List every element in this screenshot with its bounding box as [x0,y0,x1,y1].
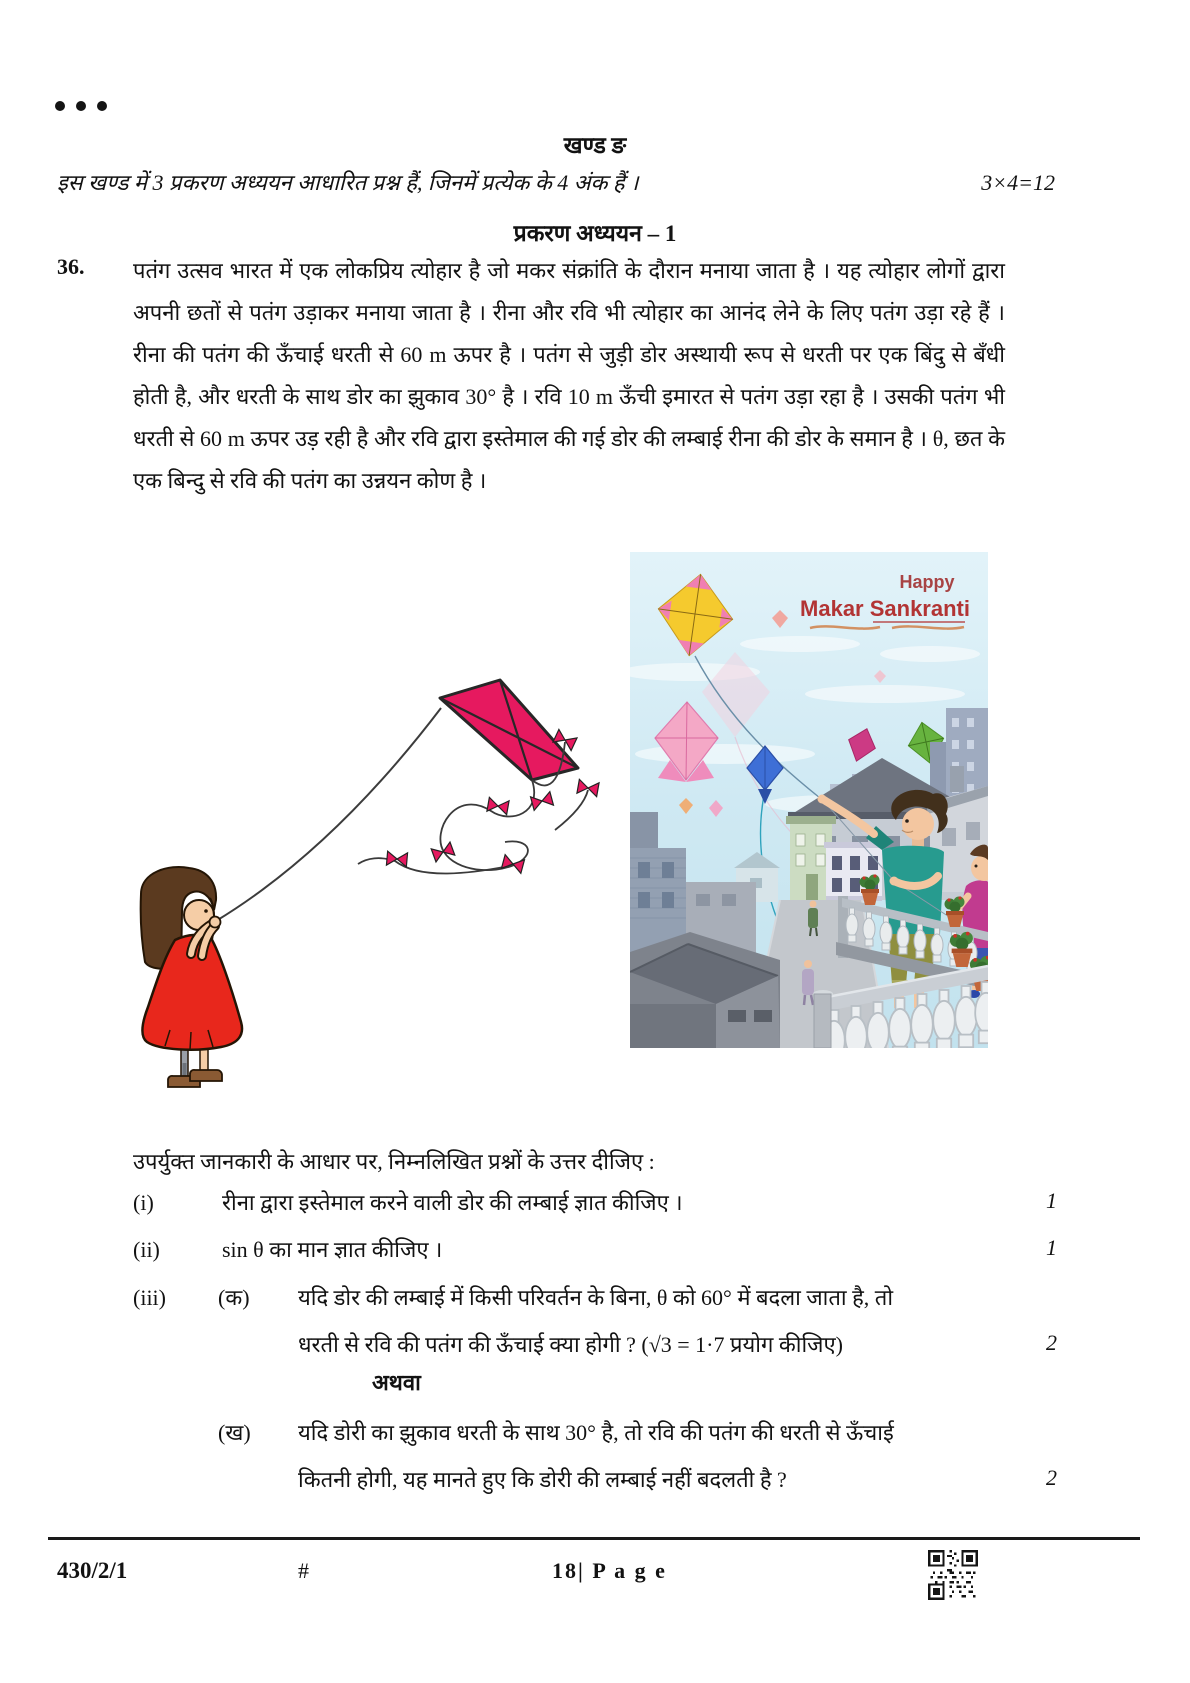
prosthetic-leg-lower [183,1063,187,1077]
dot-icon [55,101,65,111]
man-hand [818,795,827,804]
section-marks-scheme: 3×4=12 [981,170,1055,195]
part-iii-kha-line2: कितनी होगी, यह मानते हुए कि डोरी की लम्बाई नहीं बदलती है ? [298,1467,787,1492]
makar-sankranti-illustration [630,552,988,1048]
part-iii-ka-line2: धरती से रवि की पतंग की ऊँचाई क्या होगी ? (√3 = 1·7 प्रयोग कीजिए) [298,1332,843,1357]
part-ii-marks: 1 [1046,1235,1057,1260]
footer-paper-code: 430/2/1 [57,1558,128,1583]
man-hand [890,877,899,886]
man-face [902,808,934,840]
figure-makar-sankranti [630,552,988,1048]
part-iii-ka-marks: 2 [1046,1330,1057,1355]
part-i-marks: 1 [1046,1188,1057,1213]
part-iii-ka-line1: यदि डोर की लम्बाई में किसी परिवर्तन के बिना, θ को 60° में बदला जाता है, तो [298,1285,894,1310]
part-iii-kha-marks: 2 [1046,1465,1057,1490]
kite-tail-bows [386,729,599,873]
question-number: 36. [57,254,85,279]
part-iii-ka-label: (क) [218,1285,250,1310]
poster-title-line1: Happy [899,572,955,592]
girl-hand [210,917,221,928]
or-label: अथवा [372,1370,421,1395]
poster-title-line2: Makar Sankranti [800,596,970,621]
qr-code-svg [928,1550,978,1600]
three-dots-mark [55,98,118,116]
section-instruction: इस खण्ड में 3 प्रकरण अध्ययन आधारित प्रश्न हैं, जिनमें प्रत्येक के 4 अंक हैं । [57,170,639,195]
part-i-text: रीना द्वारा इस्तेमाल करने वाली डोर की लम्बाई ज्ञात कीजिए । [222,1190,683,1215]
question-paragraph: पतंग उत्सव भारत में एक लोकप्रिय त्योहार है जो मकर संक्रांति के दौरान मनाया जाता है । यह त्योहार लोगों द्वारा अपनी छतों से पतंग उड़ाकर मनाया जाता है । रीना और रवि भी त्योहार का आनंद लेने के लिए पतंग उड़ा रहे हैं । रीना की पतंग की ऊँचाई धरती से 60 m ऊपर है । पतंग से जुड़ी डोर अस्थायी रूप से धरती पर एक बिंदु से बँधी होती है, और धरती के साथ डोर का झुकाव 30° है । रवि 10 m ऊँची इमारत से पतंग उड़ा रहा है । उसकी पतंग भी धरती से 60 m ऊपर उड़ रही है और रवि द्वारा इस्तेमाल की गई डोर की लम्बाई रीना की डोर के समान है । θ, छत के एक बिन्दु से रवि की पतंग का उन्नयन कोण है । [133,258,1005,493]
part-ii-text: sin θ का मान ज्ञात कीजिए । [222,1237,443,1262]
qr-code-icon [928,1550,978,1600]
girl-eye [204,909,208,913]
part-iii-label: (iii) [133,1285,166,1310]
dot-icon [76,101,86,111]
footer-separator: # [298,1558,309,1583]
questions-intro: उपर्युक्त जानकारी के आधार पर, निम्नलिखित प्रश्नों के उत्तर दीजिए : [133,1149,655,1174]
part-i-label: (i) [133,1190,154,1215]
part-iii-kha-line1: यदि डोरी का झुकाव धरती के साथ 30° है, तो रवि की पतंग की धरती से ऊँचाई [298,1420,894,1445]
part-ii-label: (ii) [133,1237,160,1262]
kite-string [216,708,441,921]
pink-kite [440,680,578,780]
girl-boot [190,1070,222,1081]
figure-girl-flying-kite [95,618,600,1093]
dot-icon [97,101,107,111]
case-study-title: प्रकरण अध्ययन – 1 [513,221,677,246]
girl-figure [141,867,242,1087]
girl-kite-illustration [95,618,600,1093]
footer-rule [48,1537,1140,1540]
section-title: खण्ड ङ [563,133,627,158]
footer-page-label: 18| P a g e [552,1558,667,1583]
part-iii-kha-label: (ख) [218,1420,251,1445]
man-eye [905,819,909,823]
